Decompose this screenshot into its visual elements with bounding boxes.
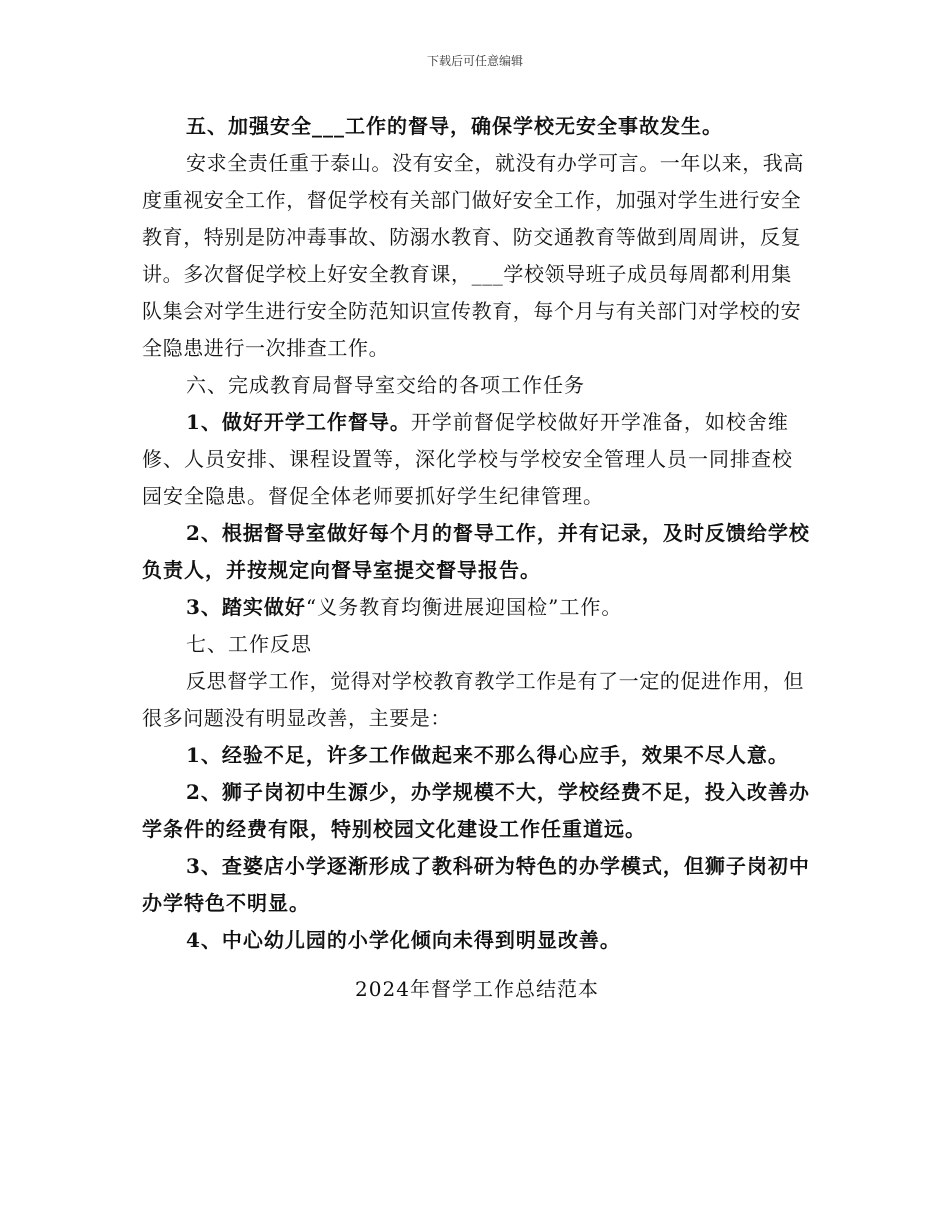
- closing-title: 2024年督学工作总结范本: [355, 977, 599, 1001]
- reflection-item-1: 1、经验不足，许多工作做起来不那么得心应手，效果不尽人意。: [186, 743, 789, 767]
- reflection-item-4: 4、中心幼儿园的小学化倾向未得到明显改善。: [186, 928, 621, 952]
- section-five-heading: 五、加强安全___工作的督导，确保学校无安全事故发生。: [186, 114, 723, 138]
- item-national-inspection-lead: 3、踏实做好: [186, 595, 306, 619]
- item-opening-supervision-rest: 开学前督促学校做好开学准备，如校舍维修、人员安排、课程设置等，深化学校与学校安全管理人员一同排查校园安全隐患。督促全体老师要抓好学生纪律管理。: [142, 410, 793, 508]
- item-national-inspection-rest: “义务教育均衡进展迎国检”工作。: [305, 595, 623, 619]
- page-header-note: 下载后可任意编辑: [426, 54, 523, 68]
- safety-paragraph: 安求全责任重于泰山。没有安全，就没有办学可言。一年以来，我高度重视安全工作，督促学校有关部门做好安全工作，加强对学生进行安全教育，特别是防冲毒事故、防溺水教育、防交通教育等做到周周讲，反复讲。多次督促学校上好安全教育课，___学校领导班子成员每周都利用集队集会对学生进行安全防范知识宣传教育，每个月与有关部门对学校的安全隐患进行一次排查工作。: [142, 151, 804, 360]
- item-monthly-supervision: 2、根据督导室做好每个月的督导工作，并有记录，及时反馈给学校负责人，并按规定向督导室提交督导报告。: [142, 521, 810, 582]
- item-opening-supervision-lead: 1、做好开学工作督导。: [186, 410, 411, 434]
- reflection-paragraph: 反思督学工作，觉得对学校教育教学工作是有了一定的促进作用，但很多问题没有明显改善，主要是：: [142, 669, 804, 730]
- reflection-item-2: 2、狮子岗初中生源少，办学规模不大，学校经费不足，投入改善办学条件的经费有限，特别校园文化建设工作任重道远。: [142, 780, 810, 841]
- section-six-heading: 六、完成教育局督导室交给的各项工作任务: [186, 373, 585, 397]
- item-national-inspection: [142, 589, 812, 626]
- document-body: [142, 108, 812, 1008]
- section-seven-heading: 七、工作反思: [186, 632, 312, 656]
- item-opening-supervision: [142, 404, 812, 515]
- reflection-item-3: 3、查婆店小学逐渐形成了教科研为特色的办学模式，但狮子岗初中办学特色不明显。: [142, 854, 810, 915]
